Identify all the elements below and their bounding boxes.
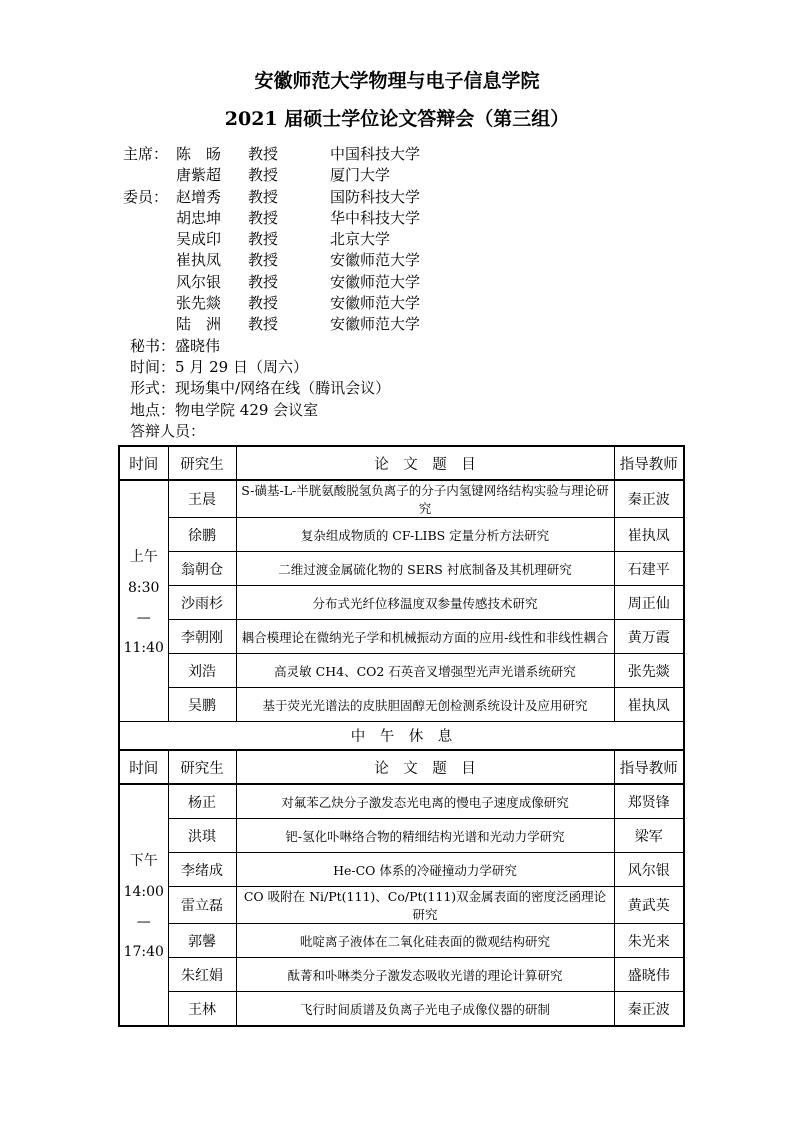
committee-row — [123, 293, 794, 314]
student-name: 李绪成 — [168, 853, 236, 887]
table-row — [119, 620, 684, 654]
member-name: 陆 洲 — [176, 315, 222, 334]
student-name: 沙雨杉 — [168, 586, 236, 620]
info-row-location — [130, 400, 794, 421]
table-header-row — [119, 750, 684, 784]
afternoon-time-cell — [119, 784, 168, 1026]
page-subtitle: 2021 届硕士学位论文答辩会（第三组） — [224, 108, 570, 130]
member-rank: 教授 — [248, 315, 279, 334]
info-label: 地点： — [130, 400, 176, 419]
committee-row — [123, 187, 794, 208]
role-label: 委员： — [123, 187, 169, 206]
member-name: 崔执凤 — [176, 251, 222, 270]
member-affiliation: 中国科技大学 — [330, 145, 421, 163]
advisor-name: 石建平 — [614, 552, 684, 586]
member-rank: 教授 — [248, 272, 279, 291]
time-end: 11:40 — [123, 640, 164, 657]
meeting-info — [130, 336, 794, 442]
table-row — [119, 853, 684, 887]
table-row — [119, 518, 684, 552]
committee-panel — [123, 144, 794, 336]
student-name: 杨正 — [168, 784, 236, 819]
member-rank: 教授 — [248, 230, 279, 249]
advisor-name: 秦正波 — [614, 992, 684, 1027]
time-start: 8:30 — [128, 580, 160, 597]
time-period: 下午 — [129, 853, 158, 870]
info-label: 秘书： — [130, 336, 176, 355]
info-row-defenders — [130, 421, 794, 442]
student-name: 王晨 — [168, 480, 236, 518]
member-affiliation: 北京大学 — [330, 230, 391, 249]
member-name: 赵增秀 — [176, 187, 222, 206]
info-value: 盛晓伟 — [175, 336, 221, 355]
student-name: 吴鹏 — [168, 688, 236, 722]
thesis-title: 吡啶离子液体在二氧化硅表面的微观结构研究 — [236, 924, 614, 958]
role-label: 主席： — [123, 145, 169, 163]
committee-row — [123, 144, 794, 165]
advisor-name: 风尔银 — [614, 853, 684, 887]
member-rank: 教授 — [248, 145, 279, 163]
advisor-name: 崔执凤 — [614, 688, 684, 722]
student-name: 刘浩 — [168, 654, 236, 688]
table-row — [119, 586, 684, 620]
table-row — [119, 992, 684, 1027]
member-rank: 教授 — [248, 294, 279, 313]
thesis-title: 高灵敏 CH4、CO2 石英音叉增强型光声光谱系统研究 — [236, 654, 614, 688]
thesis-title: 耦合模理论在微纳光子学和机械振动方面的应用-线性和非线性耦合 — [236, 620, 614, 654]
info-label: 形式： — [130, 379, 176, 398]
thesis-title: 二维过渡金属硫化物的 SERS 衬底制备及其机理研究 — [236, 552, 614, 586]
thesis-title: S-磺基-L-半胱氨酸脱氢负离子的分子内氢键网络结构实验与理论研究 — [236, 480, 614, 518]
header-thesis-title: 论 文 题 目 — [236, 750, 614, 784]
member-affiliation: 华中科技大学 — [330, 208, 421, 227]
info-value: 现场集中/网络在线（腾讯会议） — [175, 379, 391, 398]
advisor-name: 黄万霞 — [614, 620, 684, 654]
info-row-date — [130, 357, 794, 378]
member-affiliation: 安徽师范大学 — [330, 294, 421, 313]
member-name: 吴成印 — [176, 230, 222, 249]
table-row — [119, 552, 684, 586]
student-name: 朱红娟 — [168, 958, 236, 992]
member-name: 风尔银 — [176, 272, 222, 291]
thesis-title: 分布式光纤位移温度双参量传感技术研究 — [236, 586, 614, 620]
student-name: 雷立磊 — [168, 887, 236, 924]
thesis-title: 复杂组成物质的 CF-LIBS 定量分析方法研究 — [236, 518, 614, 552]
student-name: 王林 — [168, 992, 236, 1027]
header-advisor: 指导教师 — [614, 446, 684, 480]
info-row-secretary — [130, 336, 794, 357]
member-affiliation: 安徽师范大学 — [330, 315, 421, 334]
advisor-name: 崔执凤 — [614, 518, 684, 552]
committee-row — [123, 165, 794, 186]
member-name: 陈 旸 — [176, 145, 222, 163]
info-value: 5 月 29 日（周六） — [175, 357, 308, 376]
committee-row — [123, 208, 794, 229]
student-name: 李朝刚 — [168, 620, 236, 654]
table-row — [119, 819, 684, 853]
advisor-name: 黄武英 — [614, 887, 684, 924]
table-row — [119, 958, 684, 992]
table-row — [119, 784, 684, 819]
committee-row — [123, 272, 794, 293]
table-row — [119, 480, 684, 518]
advisor-name: 盛晓伟 — [614, 958, 684, 992]
time-stack — [122, 546, 166, 656]
time-end: 17:40 — [123, 944, 164, 961]
table-row — [119, 924, 684, 958]
student-name: 翁朝仓 — [168, 552, 236, 586]
thesis-title: 飞行时间质谱及负离子光电子成像仪器的研制 — [236, 992, 614, 1027]
time-dash: — — [136, 914, 151, 931]
morning-time-cell — [119, 480, 168, 722]
member-name: 唐紫超 — [176, 166, 222, 185]
member-name: 胡忠坤 — [176, 208, 222, 227]
time-start: 14:00 — [123, 884, 164, 901]
thesis-title: 钯-氢化卟啉络合物的精细结构光谱和光动力学研究 — [236, 819, 614, 853]
header-advisor: 指导教师 — [614, 750, 684, 784]
member-rank: 教授 — [248, 251, 279, 270]
header-time: 时间 — [119, 446, 168, 480]
student-name: 郭馨 — [168, 924, 236, 958]
header-time: 时间 — [119, 750, 168, 784]
member-affiliation: 安徽师范大学 — [330, 251, 421, 270]
advisor-name: 张先燚 — [614, 654, 684, 688]
committee-row — [123, 314, 794, 335]
member-affiliation: 国防科技大学 — [330, 187, 421, 206]
defense-schedule-table — [118, 445, 685, 1027]
page-title: 安徽师范大学物理与电子信息学院 — [254, 70, 540, 92]
thesis-title: 基于荧光光谱法的皮肤胆固醇无创检测系统设计及应用研究 — [236, 688, 614, 722]
time-period: 上午 — [129, 549, 158, 566]
table-row — [119, 887, 684, 924]
time-stack — [122, 850, 166, 960]
lunch-break-label: 中 午 休 息 — [119, 722, 684, 751]
member-rank: 教授 — [248, 166, 279, 185]
advisor-name: 周正仙 — [614, 586, 684, 620]
info-label: 时间： — [130, 357, 176, 376]
thesis-title: CO 吸附在 Ni/Pt(111)、Co/Pt(111)双金属表面的密度泛函理论研究 — [236, 887, 614, 924]
info-row-format — [130, 378, 794, 399]
table-header-row — [119, 446, 684, 480]
time-dash: — — [136, 610, 151, 627]
header-thesis-title: 论 文 题 目 — [236, 446, 614, 480]
lunch-break-row — [119, 722, 684, 751]
advisor-name: 郑贤锋 — [614, 784, 684, 819]
info-value: 物电学院 429 会议室 — [175, 400, 319, 419]
table-row — [119, 654, 684, 688]
advisor-name: 秦正波 — [614, 480, 684, 518]
committee-row — [123, 229, 794, 250]
table-row — [119, 688, 684, 722]
member-rank: 教授 — [248, 187, 279, 206]
member-name: 张先燚 — [176, 294, 222, 313]
committee-row — [123, 250, 794, 271]
header-student: 研究生 — [168, 446, 236, 480]
student-name: 徐鹏 — [168, 518, 236, 552]
thesis-title: 酞菁和卟啉类分子激发态吸收光谱的理论计算研究 — [236, 958, 614, 992]
student-name: 洪琪 — [168, 819, 236, 853]
header-student: 研究生 — [168, 750, 236, 784]
advisor-name: 朱光来 — [614, 924, 684, 958]
member-affiliation: 安徽师范大学 — [330, 272, 421, 291]
thesis-title: He-CO 体系的冷碰撞动力学研究 — [236, 853, 614, 887]
member-rank: 教授 — [248, 208, 279, 227]
advisor-name: 梁军 — [614, 819, 684, 853]
thesis-title: 对氟苯乙炔分子激发态光电离的慢电子速度成像研究 — [236, 784, 614, 819]
info-label: 答辩人员： — [130, 421, 206, 440]
member-affiliation: 厦门大学 — [330, 166, 391, 185]
